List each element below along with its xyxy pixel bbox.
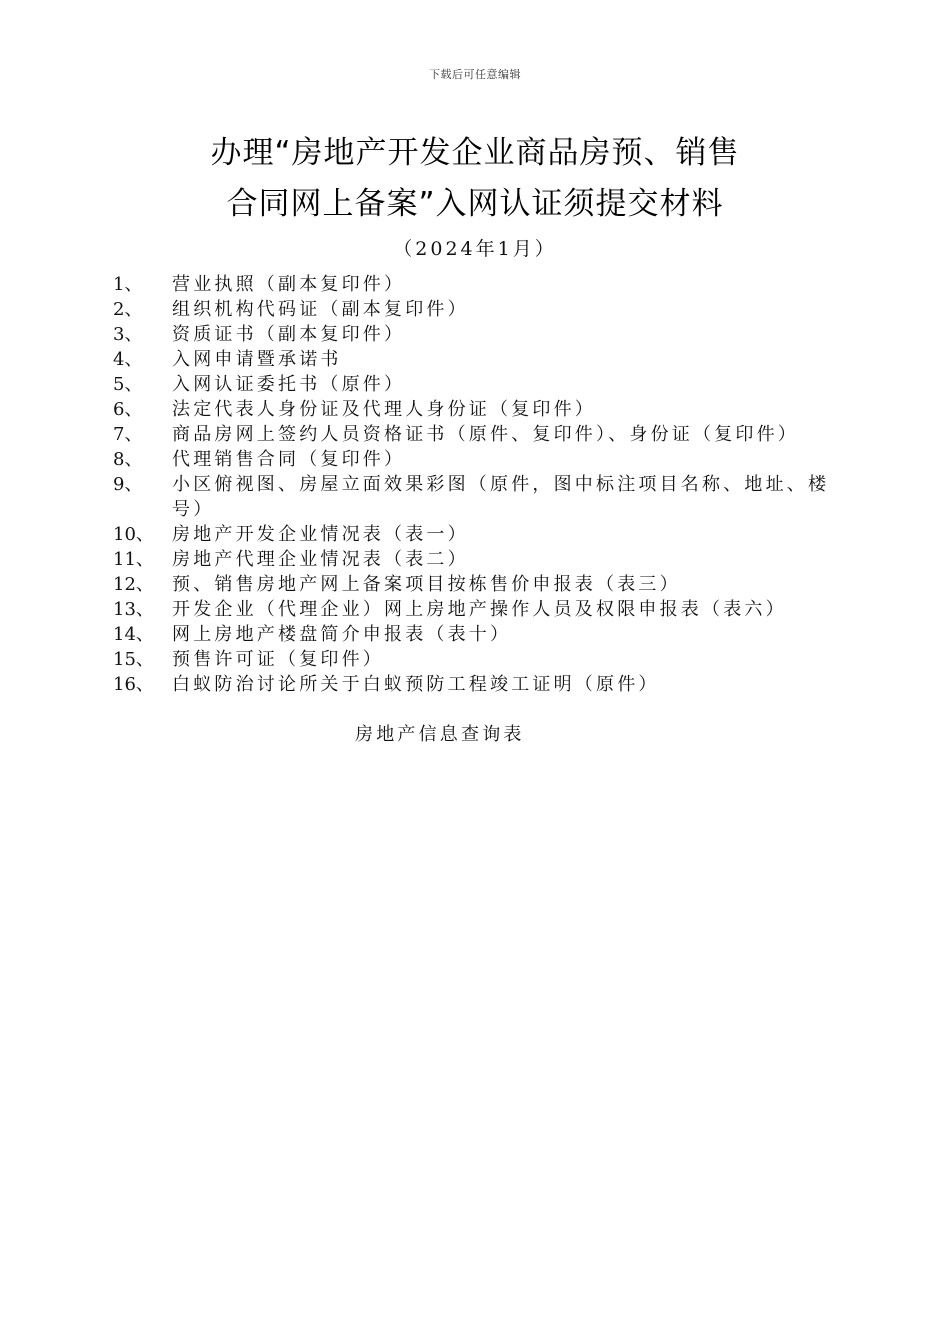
item-text: 入网申请暨承诺书 [172,349,342,370]
page-title [0,128,950,230]
item-text: 房地产代理企业情况表（表二） [172,549,469,570]
list-item [113,347,853,372]
list-item [113,572,853,597]
title-line-2: 合同网上备案”入网认证须提交材料 [226,186,724,222]
list-item [113,597,853,622]
item-number: 11、 [113,549,154,570]
list-item [113,622,853,647]
item-number: 10、 [113,524,154,545]
document-date: （2024年1月） [393,238,557,260]
item-text: 小区俯视图、房屋立面效果彩图（原件，图中标注项目名称、地址、楼号） [172,474,830,520]
item-number: 4、 [113,349,143,370]
list-item [113,672,853,697]
item-number: 13、 [113,599,154,620]
title-line-1: 办理“房地产开发企业商品房预、销售 [210,135,740,171]
item-text: 网上房地产楼盘简介申报表（表十） [172,624,512,645]
item-number: 1、 [113,274,143,295]
item-text: 房地产开发企业情况表（表一） [172,524,469,545]
item-number: 16、 [113,674,154,695]
item-number: 12、 [113,574,154,595]
item-number: 9、 [113,474,143,495]
item-number: 2、 [113,299,143,320]
list-item [113,447,853,472]
list-item [113,297,853,322]
item-number: 6、 [113,399,143,420]
list-item [113,647,853,672]
item-text: 营业执照（副本复印件） [172,274,406,295]
item-text: 预、销售房地产网上备案项目按栋售价申报表（表三） [172,574,681,595]
list-item [113,272,853,297]
item-number: 15、 [113,649,154,670]
item-text: 法定代表人身份证及代理人身份证（复印件） [172,399,596,420]
list-item [113,472,853,522]
item-text: 资质证书（副本复印件） [172,324,406,345]
item-text: 白蚁防治讨论所关于白蚁预防工程竣工证明（原件） [172,674,660,695]
item-text: 组织机构代码证（副本复印件） [172,299,469,320]
list-item [113,422,853,447]
materials-list [113,272,853,697]
list-item [113,547,853,572]
item-number: 7、 [113,424,143,445]
item-number: 14、 [113,624,154,645]
item-number: 5、 [113,374,143,395]
item-number: 8、 [113,449,143,470]
item-text: 入网认证委托书（原件） [172,374,406,395]
list-item [113,522,853,547]
item-text: 代理销售合同（复印件） [172,449,406,470]
item-text: 商品房网上签约人员资格证书（原件、复印件）、身份证（复印件） [172,424,799,445]
footer-line: 房地产信息查询表 [355,724,525,745]
list-item [113,372,853,397]
header-note: 下载后可任意编辑 [429,68,521,81]
list-item [113,397,853,422]
item-text: 预售许可证（复印件） [172,649,384,670]
item-number: 3、 [113,324,143,345]
item-text: 开发企业（代理企业）网上房地产操作人员及权限申报表（表六） [172,599,787,620]
list-item [113,322,853,347]
